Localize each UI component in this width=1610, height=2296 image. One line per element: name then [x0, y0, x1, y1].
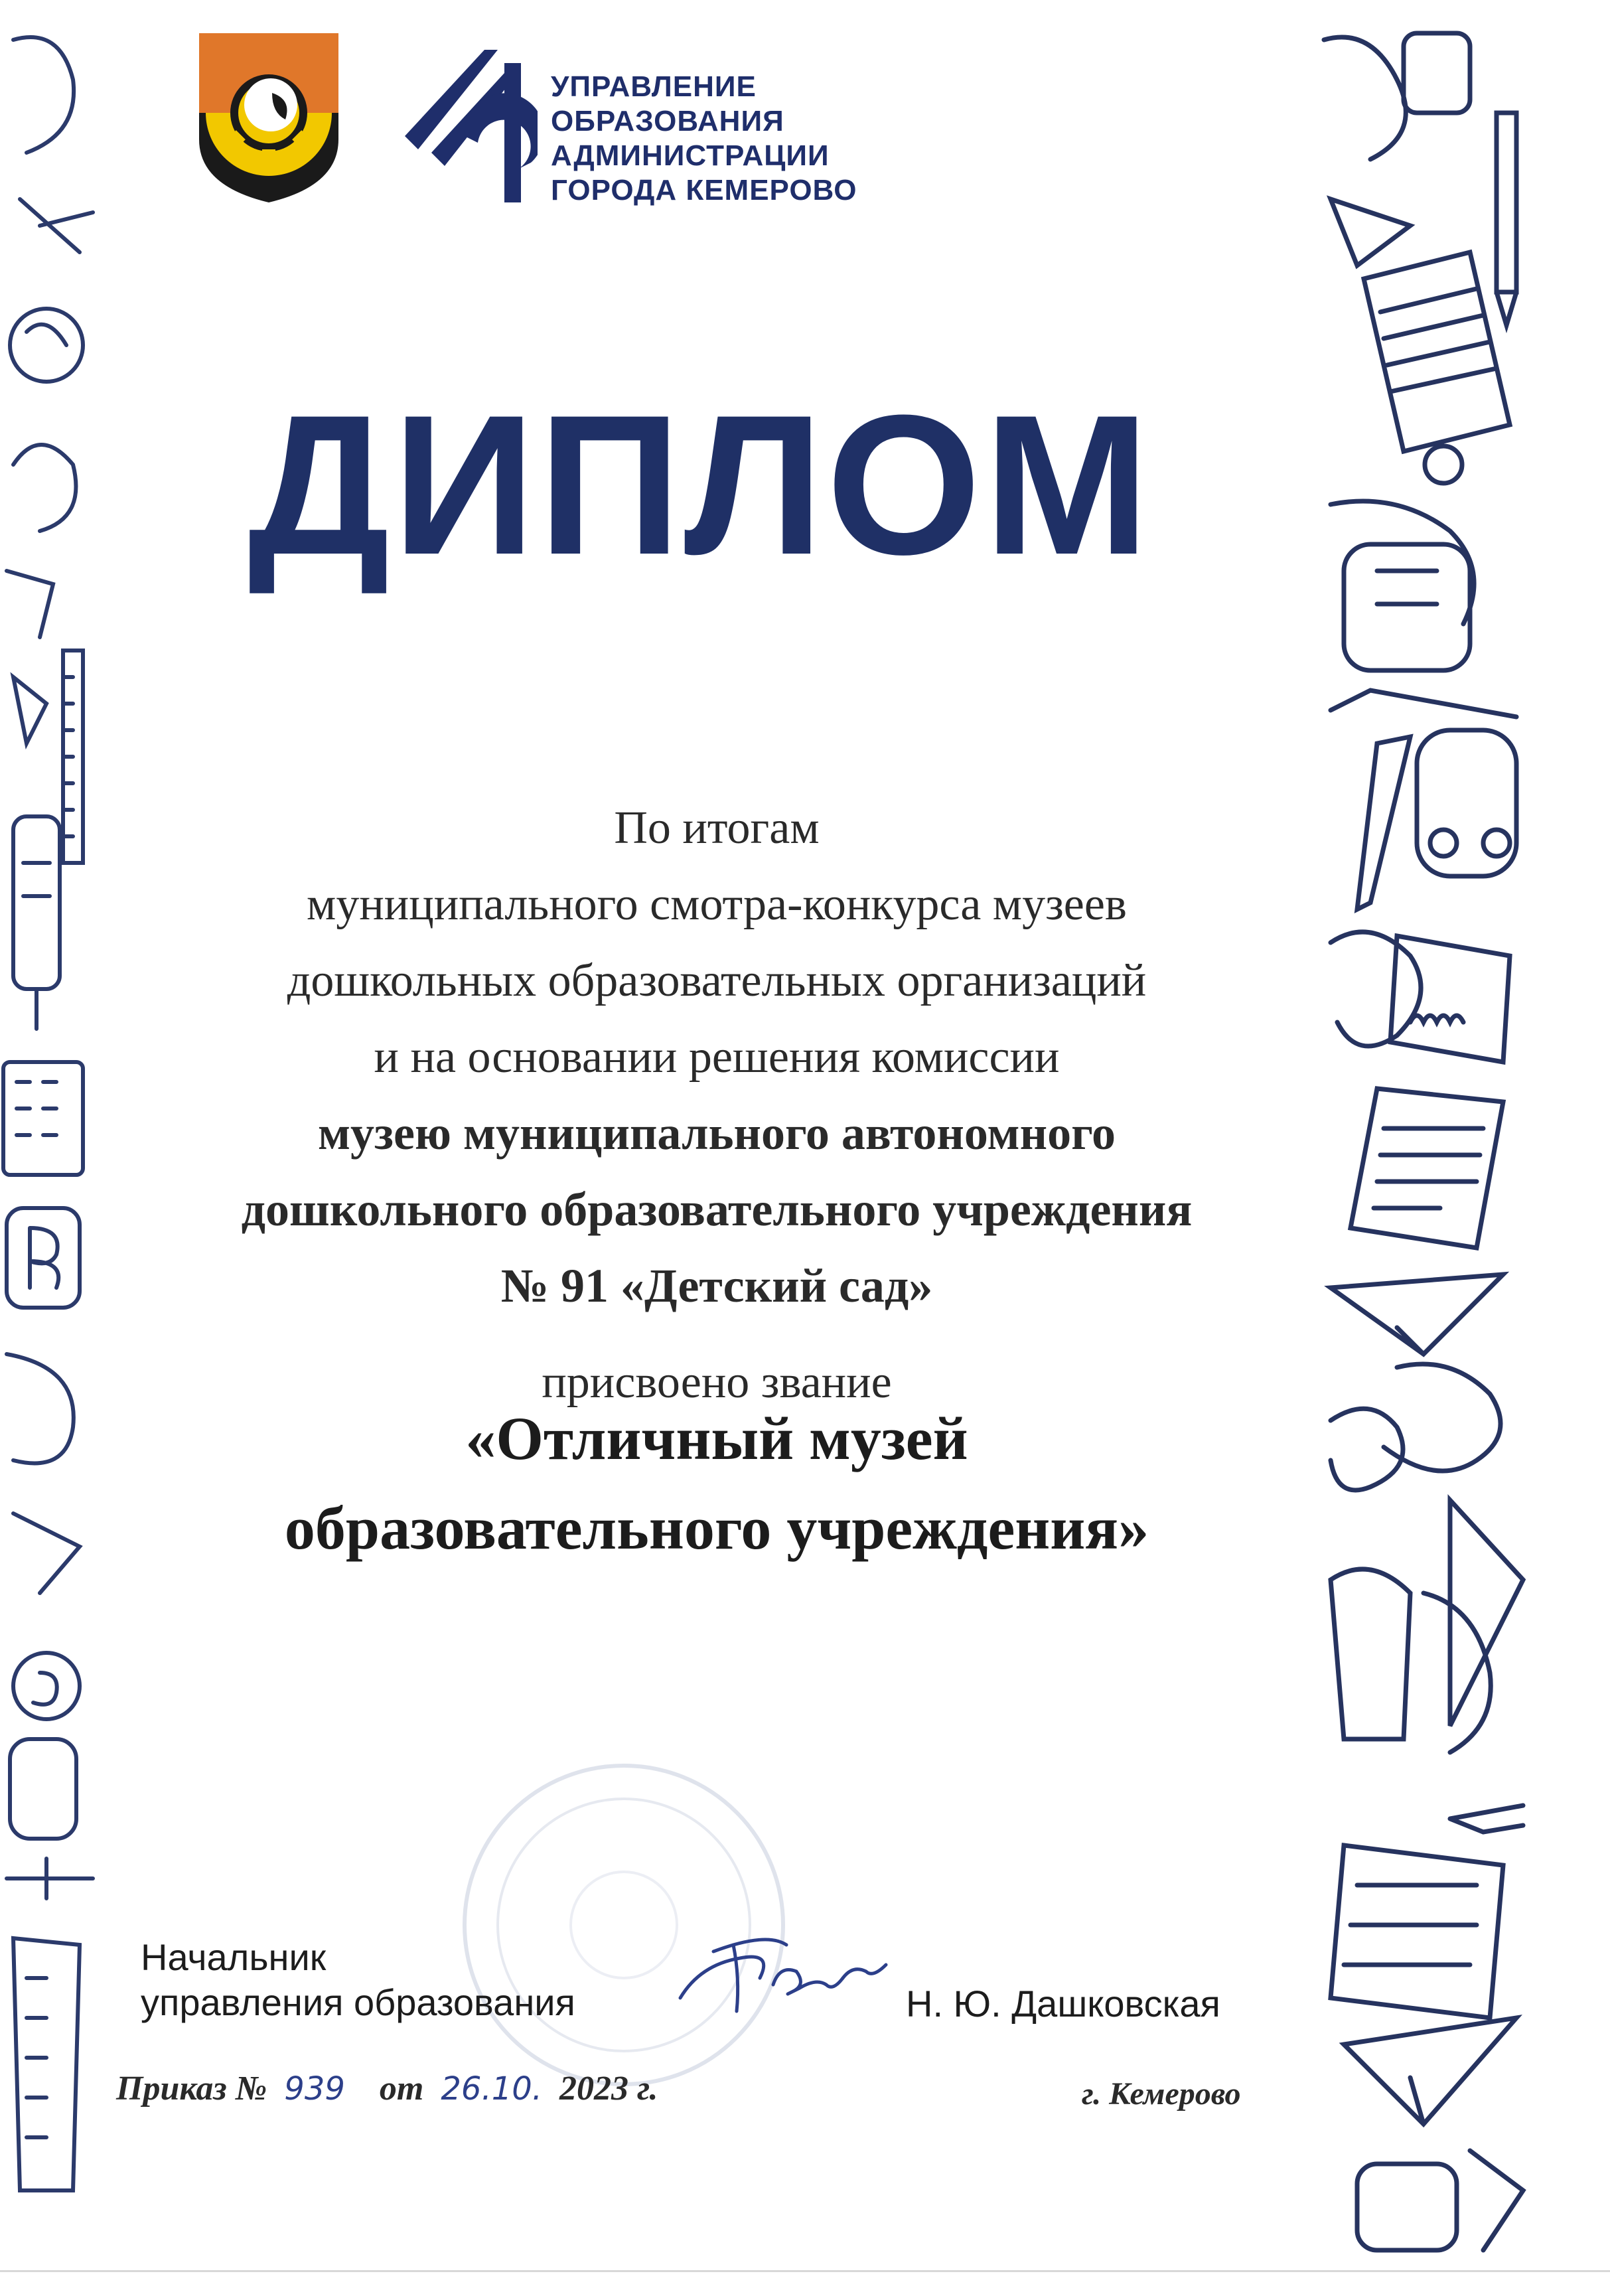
order-number: 939	[284, 2070, 345, 2107]
award-title	[119, 1394, 1314, 1573]
intro-line-1: По итогам	[614, 803, 820, 854]
org-name-line-2: ОБРАЗОВАНИЯ	[551, 105, 784, 137]
issue-city: г. Кемерово	[1082, 2076, 1241, 2111]
conferred-text: присвоено звание	[542, 1357, 892, 1408]
recipient-line-1: музею муниципального автономного	[318, 1107, 1116, 1160]
order-label: Приказ №	[116, 2070, 267, 2107]
award-line-2: образовательного учреждения»	[284, 1494, 1149, 1562]
award-line-1: «Отличный музей	[465, 1405, 968, 1472]
recipient-line-3: № 91 «Детский сад»	[500, 1259, 933, 1312]
org-name-line-1: УПРАВЛЕНИЕ	[551, 70, 757, 103]
org-name-line-3: АДМИНИСТРАЦИИ	[551, 139, 830, 172]
signer-name: Н. Ю. Дашковская	[906, 1983, 1220, 2025]
doodle-border-left	[0, 0, 100, 2270]
order-date: 26.10.	[441, 2070, 543, 2107]
handwritten-signature-icon	[674, 1925, 893, 2018]
diploma-body-text	[119, 790, 1314, 1420]
organization-name	[551, 70, 949, 208]
scan-edge-line	[0, 2270, 1610, 2272]
intro-line-2: муниципального смотра-конкурса музеев	[307, 879, 1127, 930]
kemerovo-coat-of-arms-icon	[192, 27, 345, 206]
order-year: 2023 г.	[559, 2070, 658, 2107]
signer-position	[141, 1935, 575, 2025]
org-name-line-4: ГОРОДА КЕМЕРОВО	[551, 174, 857, 206]
recipient-line-2: дошкольного образовательного учреждения	[241, 1183, 1193, 1236]
diploma-title: ДИПЛОМ	[248, 373, 1153, 596]
intro-line-3: дошкольных образовательных организаций	[287, 955, 1147, 1006]
education-department-logo-icon	[405, 37, 538, 202]
position-line-1: Начальник	[141, 1936, 327, 1978]
position-line-2: управления образования	[141, 1981, 575, 2023]
doodle-border-right	[1317, 27, 1530, 2270]
intro-line-4: и на основании решения комиссии	[374, 1032, 1060, 1083]
order-reference	[116, 2068, 658, 2110]
date-label: от	[379, 2070, 424, 2107]
